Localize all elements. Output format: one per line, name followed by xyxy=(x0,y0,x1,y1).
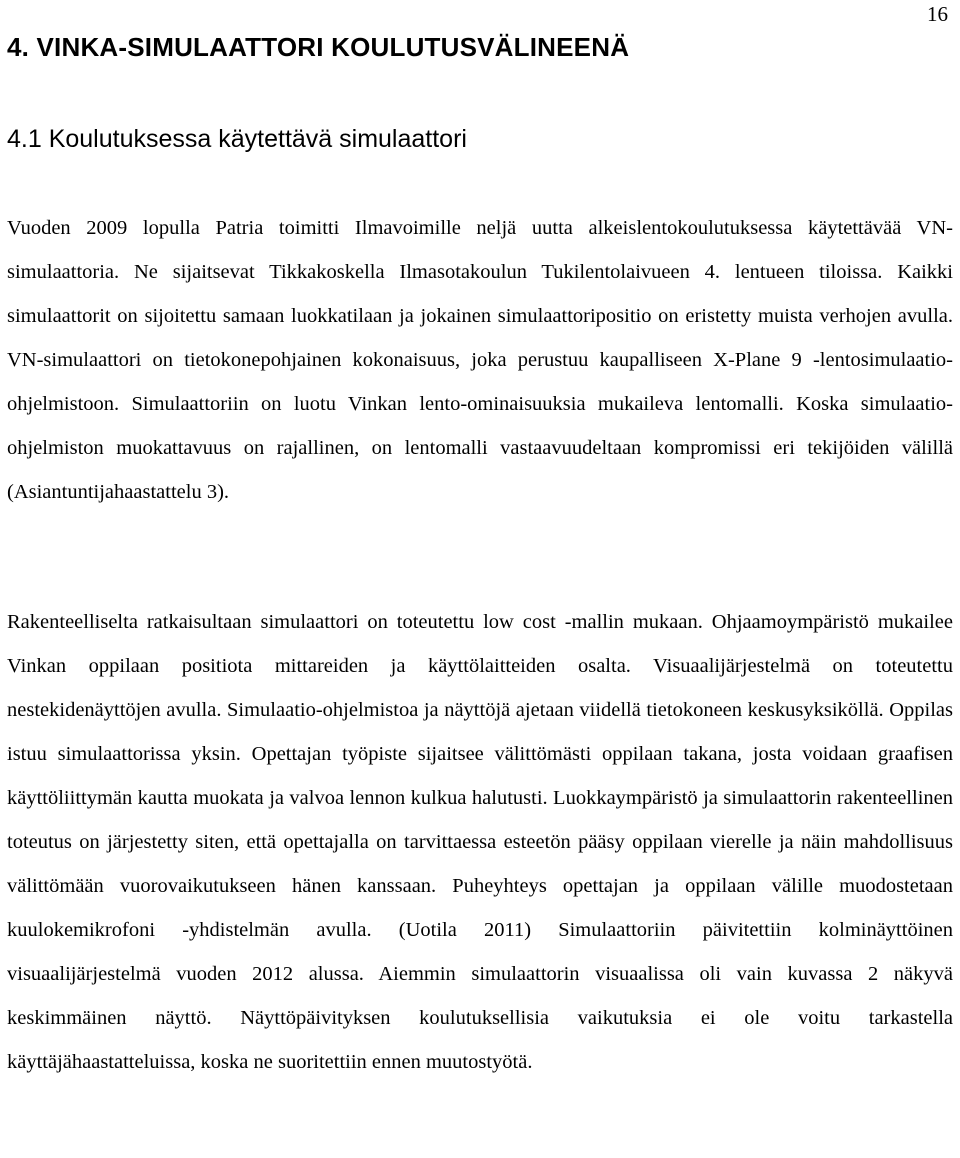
section-heading: 4.1 Koulutuksessa käytettävä simulaattori xyxy=(7,125,467,153)
body-paragraph-1: Vuoden 2009 lopulla Patria toimitti Ilmavoimille neljä uutta alkeislentokoulutuksessa käytettävää VN-simulaattoria. Ne sijaitsevat Tikkakoskella Ilmasotakoulun Tukilentolaivueen 4. lentueen tiloissa. Kaikki simulaattorit on sijoitettu samaan luokkatilaan ja jokainen simulaattoripositio on eristetty muista verhojen avulla. VN-simulaattori on tietokonepohjainen kokonaisuus, joka perustuu kaupalliseen X-Plane 9 -lentosimulaatio-ohjelmistoon. Simulaattoriin on luotu Vinkan lento-ominaisuuksia mukaileva lentomalli. Koska simulaatio-ohjelmiston muokattavuus on rajallinen, on lentomalli vastaavuudeltaan kompromissi eri tekijöiden välillä (Asiantuntijahaastattelu 3). xyxy=(7,217,953,503)
page-number: 16 xyxy=(927,2,948,26)
chapter-heading: 4. VINKA-SIMULAATTORI KOULUTUSVÄLINEENÄ xyxy=(7,32,630,62)
body-paragraph-2: Rakenteelliselta ratkaisultaan simulaattori on toteutettu low cost -mallin mukaan. Ohjaamoympäristö mukailee Vinkan oppilaan positiota mittareiden ja käyttölaitteiden osalta. Visuaalijärjestelmä on toteutettu nestekidenäyttöjen avulla. Simulaatio-ohjelmistoa ja näyttöjä ajetaan viidellä tietokoneen keskusyksiköllä. Oppilas istuu simulaattorissa yksin. Opettajan työpiste sijaitsee välittömästi oppilaan takana, josta voidaan graafisen käyttöliittymän kautta muokata ja valvoa lennon kulkua halutusti. Luokkaympäristö ja simulaattorin rakenteellinen toteutus on järjestetty siten, että opettajalla on tarvittaessa esteetön pääsy oppilaan vierelle ja näin mahdollisuus välittömään vuorovaikutukseen hänen kanssaan. Puheyhteys opettajan ja oppilaan välille muodostetaan kuulokemikrofoni -yhdistelmän avulla. (Uotila 2011) Simulaattoriin päivitettiin kolminäyttöinen visuaalijärjestelmä vuoden 2012 alussa. Aiemmin simulaattorin visuaalissa oli vain kuvassa 2 näkyvä keskimmäinen näyttö. Näyttöpäivityksen koulutuksellisia vaikutuksia ei ole voitu tarkastella käyttäjähaastatteluissa, koska ne suoritettiin ennen muutostyötä. xyxy=(7,611,953,1073)
